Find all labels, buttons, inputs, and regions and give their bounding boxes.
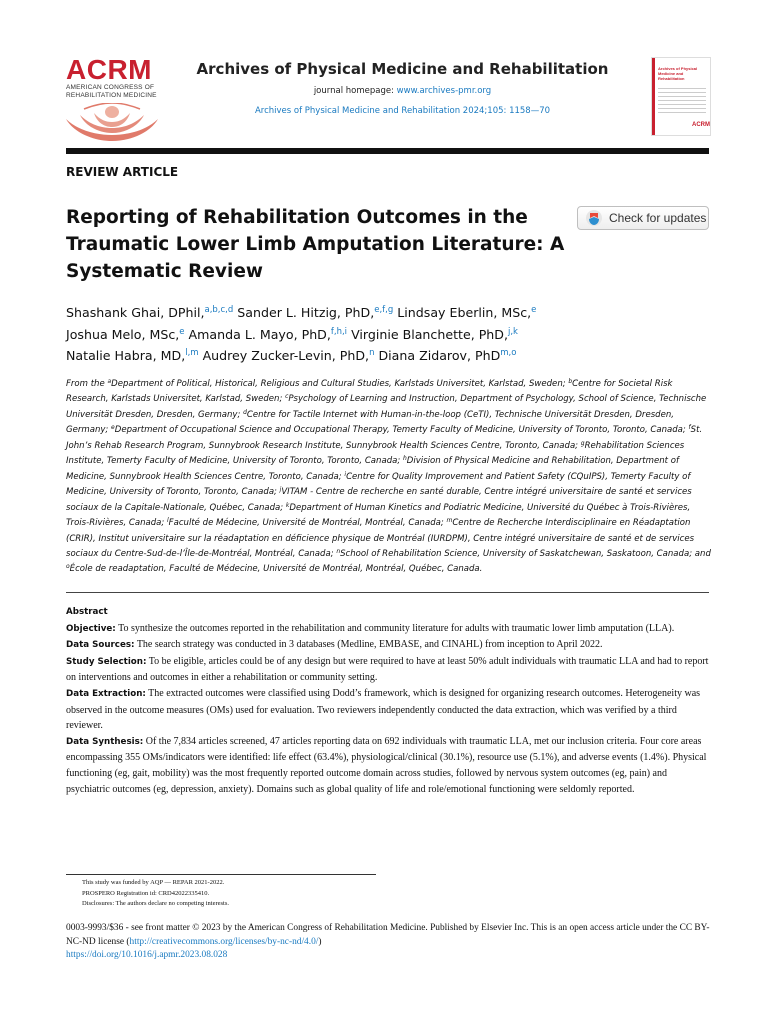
affiliation: $^h$Division of Physical Medicine and Rehabilitation, Department of Medicine, Sunnybrook Health Sciences Centre, Toronto, Canada;: [66, 455, 679, 482]
funding-note: This study was funded by AQP — REPAR 2021-2022.: [82, 879, 225, 886]
affiliation: $^g$Rehabilitation Sciences Institute, Temerty Faculty of Medicine, University of Toronto, Toronto, Canada;: [66, 439, 685, 467]
homepage-label: journal homepage:: [313, 86, 394, 96]
abstract-study-selection: Study Selection: To be eligible, articles could be of any design but were required to have at least 50% adult individuals with traumatic LLA and had to report on interventions and outcomes in either a rehabilitation or community setting.: [66, 655, 709, 684]
copyright-notice: [66, 922, 711, 963]
abstract-data-sources: Data Sources: The search strategy was conducted in 3 databases (Medline, EMBASE, and CINAHL) from inception to April 2022.: [66, 639, 603, 651]
homepage-link[interactable]: www.archives-pmr.org: [396, 86, 492, 96]
author-list: [66, 302, 716, 367]
affiliation: $^m$Centre de Recherche Interdisciplinaire en Réadaptation (CRIR), Institut universitaire sur la réadaptation en déficience physique de Montréal (IURDPM), Centre intégré universitaire de santé et de services sociaux du Centre-Sud-de-l’Île-de-Montréal, Montréal, Canada;: [66, 517, 695, 559]
affiliation: $^o$École de readaptation, Faculté de Médecine, Université de Montréal, Montréal, Québec, Canada.: [66, 563, 483, 575]
acrm-logo-subtitle: AMERICAN CONGRESS OF REHABILITATION MEDICINE: [66, 84, 157, 99]
affiliation: From the $^a$Department of Political, Historical, Religious and Cultural Studies, Karlstads Universitet, Karlstad, Sweden;: [66, 378, 569, 389]
affiliation: $^d$Centre for Tactile Internet with Human-in-the-loop (CeTI), Technische Universität Dresden, Dresden, Germany;: [66, 408, 674, 436]
license-link[interactable]: http://creativecommons.org/licenses/by-nc-nd/4.0/: [129, 936, 319, 947]
affiliation: $^e$Department of Occupational Science and Occupational Therapy, Temerty Faculty of Medicine, University of Toronto, Toronto, Canada;: [111, 424, 689, 436]
journal-homepage: [180, 86, 625, 96]
article-type: REVIEW ARTICLE: [66, 165, 179, 179]
affiliations: [66, 377, 712, 578]
copyright-text: 0003-9993/$36 - see front matter © 2023 by the American Congress of Rehabilitation Medicine. Published by Elsevier Inc. This is an open access article under the CC BY-NC-ND license (: [66, 923, 710, 947]
affiliation: $^k$Department of Human Kinetics and Podiatric Medicine, Université du Québec à Trois-Rivières, Trois-Rivières, Canada;: [66, 501, 691, 529]
author[interactable]: Joshua Melo, MSc,$^e$: [66, 326, 185, 342]
affiliation: $^j$VITAM - Centre de recherche en santé durable, Centre intégré universitaire de santé et services sociaux de la Capitale-Nationale, Québec, Canada;: [66, 486, 692, 513]
author[interactable]: Diana Zidarov, PhD$^{m,o}$: [378, 348, 517, 363]
acrm-logo: ACRM: [66, 54, 152, 85]
check-for-updates-label: Check for updates: [609, 211, 707, 225]
affiliation: $^i$Centre for Quality Improvement and Patient Safety (CQuIPS), Temerty Faculty of Medicine, University of Toronto, Toronto, Canada;: [66, 470, 691, 498]
affiliation: $^f$St. John’s Rehab Research Program, Sunnybrook Research Institute, Sunnybrook Health Sciences Centre, Toronto, Canada;: [66, 424, 703, 451]
cover-logo: ACRM: [692, 122, 710, 128]
check-for-updates-button[interactable]: [577, 206, 709, 230]
author[interactable]: Lindsay Eberlin, MSc,$^e$: [397, 305, 537, 320]
footnotes: [82, 878, 229, 910]
copyright-close: ): [318, 936, 322, 947]
journal-title: Archives of Physical Medicine and Rehabilitation: [196, 60, 609, 78]
author[interactable]: Amanda L. Mayo, PhD,$^{f,h,i}$: [188, 326, 348, 342]
author[interactable]: Audrey Zucker-Levin, PhD,$^n$: [202, 348, 375, 363]
affiliation: $^n$School of Rehabilitation Science, University of Saskatchewan, Saskatoon, Canada; and: [336, 547, 711, 559]
abstract: [66, 605, 711, 797]
cover-text-lines: [658, 88, 706, 116]
disclosures-note: Disclosures: The authors declare no competing interests.: [82, 900, 229, 907]
prospero-note: PROSPERO Registration id: CRD42022335410.: [82, 889, 210, 897]
author[interactable]: Sander L. Hitzig, PhD,$^{e,f,g}$: [237, 305, 394, 320]
header-rule: [66, 148, 709, 154]
author[interactable]: Shashank Ghai, DPhil,$^{a,b,c,d}$: [66, 305, 234, 320]
affiliation: $^l$Faculté de Médecine, Université de Montréal, Montréal, Canada;: [167, 517, 447, 529]
journal-citation[interactable]: Archives of Physical Medicine and Rehabilitation 2024;105: 1158—70: [254, 106, 551, 116]
acrm-emblem-icon: [64, 103, 160, 143]
crossmark-icon: [585, 209, 603, 227]
author[interactable]: Virginie Blanchette, PhD,$^{j,k}$: [351, 326, 518, 342]
journal-cover-thumbnail[interactable]: [651, 57, 711, 136]
article-title: Reporting of Rehabilitation Outcomes in the Traumatic Lower Limb Amputation Literature: A Systematic Review: [66, 207, 565, 282]
author[interactable]: Natalie Habra, MD,$^{l,m}$: [66, 348, 199, 363]
abstract-heading: Abstract: [66, 607, 108, 617]
affiliation: $^b$Centre for Societal Risk Research, Karlstads Universitet, Karlstad, Sweden;: [66, 378, 673, 405]
abstract-data-synthesis: Data Synthesis: Of the 7,834 articles screened, 47 articles reporting data on 692 individuals with traumatic LLA, met our inclusion criteria. Four core areas encompassing 355 OMs/indicators were identified: life effect (63.4%), physiological/clinical (30.1%), resource use (5.1%), and adverse events (1.4%). Physical functioning (eg, gait, mobility) was the most frequently reported outcome domain across studies, followed by nervous system outcomes (eg, pain) and psychiatric outcomes (eg, depression, anxiety). Domains such as global quality of life and role/emotional functioning were seldomly reported.: [66, 735, 707, 795]
abstract-data-extraction: Data Extraction: The extracted outcomes were classified using Dodd’s framework, which is designed for organizing research outcomes. Heterogeneity was observed in the outcome measures (OMs) used for evaluation. Two reviewers independently conducted the data extraction, which was verified by a third reviewer.: [66, 687, 701, 732]
doi-link[interactable]: https://doi.org/10.1016/j.apmr.2023.08.028: [66, 950, 228, 960]
footnote-rule: [66, 874, 376, 875]
abstract-objective: Objective: To synthesize the outcomes reported in the rehabilitation and community literature for adults with traumatic lower limb amputation (LLA).: [66, 622, 675, 634]
cover-accent-bar: [652, 58, 655, 135]
abstract-rule: [66, 592, 709, 593]
cover-title: Archives of Physical Medicine and Rehabilitation: [658, 66, 698, 81]
affiliation: $^c$Psychology of Learning and Instruction, Department of Psychology, School of Science, Technische Universität Dresden, Dresden, Germany;: [66, 393, 707, 420]
